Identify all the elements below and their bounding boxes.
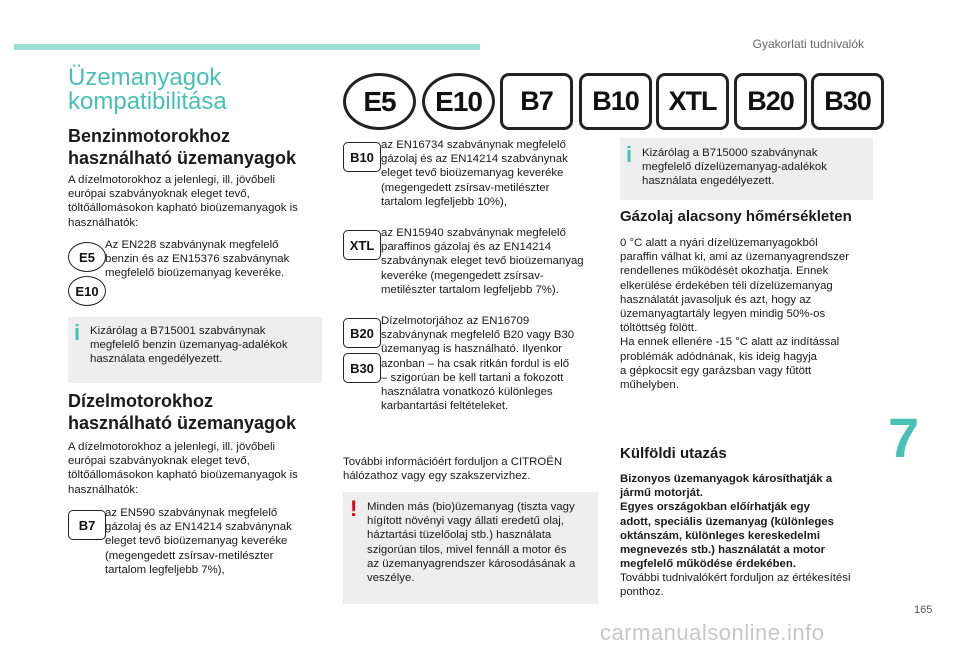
fuel-badge-e10-small: E10 (68, 276, 106, 306)
warning-icon: ! (350, 496, 358, 521)
chapter-number: 7 (888, 406, 920, 469)
xtl-text-line: az EN15940 szabványnak megfelelő (381, 227, 566, 239)
xtl-text-line: szabványnak eleget tevő bioüzemanyag (381, 255, 584, 268)
benzin-heading (68, 125, 296, 169)
info-text (343, 455, 593, 483)
fuel-badge-xtl-small: XTL (343, 230, 381, 260)
warning-text-line: veszélye. (367, 572, 415, 585)
abroad-bold-line: jármű motorját. (620, 487, 703, 500)
diesel-note-line: Kizárólag a B715000 szabványnak (642, 147, 818, 159)
abroad-bold-line: Bizonyos üzemanyagok károsíthatják a (620, 473, 833, 485)
fuel-badge-xtl: XTL (656, 73, 729, 130)
b7-text-line: eleget tevő bioüzemanyag keveréke (105, 535, 288, 548)
page-number: 165 (914, 604, 933, 616)
cold-heading: Gázolaj alacsony hőmérsékleten (620, 208, 852, 225)
fuel-badge-e5: E5 (343, 73, 416, 130)
header-bar (14, 44, 480, 50)
b7-text-line: az EN590 szabványnak megfelelő (105, 507, 278, 519)
cold-text-line: paraffin válhat ki, ami az üzemanyagrendszer (620, 251, 849, 264)
cold-text-line: rendellenes működését okozhatja. Ennek (620, 265, 829, 278)
benzin-heading-line1: Benzinmotorokhoz (68, 126, 230, 146)
b20-text-line: üzemanyag is használható. Ilyenkor (381, 343, 563, 356)
abroad-heading: Külföldi utazás (620, 445, 727, 462)
benzin-item-line: megfelelő bioüzemanyag keveréke. (105, 267, 285, 280)
b10-text-line: (megengedett zsírsav-metilészter (381, 181, 550, 194)
diesel-intro-line: töltőállomásokon kapható bioüzemanyagok is (68, 469, 298, 482)
cold-text-line: Ha ennek ellenére -15 °C alatt az indítással (620, 336, 840, 349)
b20-text-line: Dízelmotorjához az EN16709 (381, 315, 530, 327)
b7-text-line: gázolaj és az EN14214 szabványnak (105, 521, 292, 534)
xtl-text (381, 226, 601, 297)
benzin-intro-line: európai szabványoknak eleget tevő, (68, 188, 250, 201)
diesel-intro-line: A dízelmotorokhoz a jelenlegi, ill. jövőbeli (68, 441, 276, 453)
b20-text-line: szabványnak megfelelő B20 vagy B30 (381, 329, 575, 342)
diesel-heading-line1: Dízelmotorokhoz (68, 391, 214, 411)
warning-text-line: háztartási tüzelőolaj stb.) használata (367, 529, 552, 542)
diesel-note-text (642, 146, 868, 189)
info-text-line: További információért forduljon a CITROËN (343, 456, 563, 468)
warning-text-line: az üzemanyagrendszer károsodásának a (367, 557, 576, 570)
diesel-heading-line2: használható üzemanyagok (68, 413, 297, 433)
diesel-intro (68, 440, 328, 497)
benzin-intro-line: A dízelmotorokhoz a jelenlegi, ill. jövőbeli (68, 174, 276, 186)
benzin-note-line: használata engedélyezett. (90, 353, 223, 366)
benzin-intro-line: töltőállomásokon kapható bioüzemanyagok is (68, 202, 298, 215)
benzin-note-line: Kizárólag a B715001 szabványnak (90, 325, 266, 337)
fuel-badge-e5-small: E5 (68, 242, 106, 272)
abroad-text-line: További tudnivalókért forduljon az értékesítési (620, 572, 851, 584)
watermark: carmanualsonline.info (600, 620, 825, 645)
b20-text-line: – szigorúan be kell tartani a fokozott (381, 371, 564, 384)
benzin-item-text (105, 238, 325, 281)
abroad-bold-line: oktánszám, különleges kereskedelmi (620, 529, 821, 542)
cold-text-line: 0 °C alatt a nyári dízelüzemanyagokból (620, 237, 818, 249)
benzin-intro-line: használhatók: (68, 216, 139, 229)
cold-text-line: problémák adódnának, kis ideig hagyja (620, 350, 817, 363)
warning-text (367, 500, 595, 585)
info-icon: i (74, 320, 81, 345)
diesel-intro-line: európai szabványoknak eleget tevő, (68, 455, 250, 468)
fuel-badge-b20: B20 (734, 73, 807, 130)
b7-text (105, 506, 325, 577)
xtl-text-line: paraffinos gázolaj és az EN14214 (381, 241, 552, 254)
cold-text (620, 236, 880, 392)
fuel-badge-e10: E10 (422, 73, 495, 130)
benzin-item-line: benzin és az EN15376 szabványnak (105, 253, 290, 266)
b20-text-line: azonban – ha csak ritkán fordul is elő (381, 357, 570, 370)
b7-text-line: (megengedett zsírsav-metilészter (105, 549, 274, 562)
b10-text-line: az EN16734 szabványnak megfelelő (381, 139, 566, 151)
cold-text-line: töltöttség fölött. (620, 322, 698, 335)
abroad-bold-line: Egyes országokban előírhatják egy (620, 501, 810, 514)
warning-text-line: szigorúan tilos, mivel fennáll a motor és (367, 543, 567, 556)
benzin-item-line: Az EN228 szabványnak megfelelő (105, 239, 279, 251)
section-title: Gyakorlati tudnivalók (752, 37, 864, 51)
cold-text-line: a gépkocsit egy garázsban vagy fűtött (620, 364, 812, 377)
fuel-badge-b30-small: B30 (343, 353, 381, 383)
diesel-heading (68, 390, 296, 434)
xtl-text-line: keveréke (megengedett zsírsav- (381, 269, 544, 282)
xtl-text-line: metilészter tartalom legfeljebb 7%). (381, 283, 559, 296)
cold-text-line: használatát javasoljuk és azt, hogy az (620, 293, 812, 306)
info-icon: i (626, 142, 633, 167)
abroad-text-line: ponthoz. (620, 586, 664, 599)
cold-text-line: műhelyben. (620, 379, 679, 392)
fuel-badge-b7: B7 (500, 73, 573, 130)
fuel-badge-b10-small: B10 (343, 142, 381, 172)
benzin-note-line: megfelelő benzin üzemanyag-adalékok (90, 339, 288, 352)
diesel-note-line: megfelelő dízelüzemanyag-adalékok (642, 161, 827, 174)
fuel-badge-b30: B30 (811, 73, 884, 130)
b20-b30-text (381, 314, 601, 413)
benzin-note-text (90, 324, 318, 367)
b10-text-line: gázolaj és az EN14214 szabványnak (381, 153, 568, 166)
abroad-bold-line: megnevezés stb.) használatát a motor (620, 544, 826, 557)
b7-text-line: tartalom legfeljebb 7%), (105, 563, 225, 576)
abroad-text (620, 571, 880, 599)
b20-text-line: karbantartási feltételeket. (381, 400, 509, 413)
diesel-intro-line: használhatók: (68, 483, 139, 496)
fuel-badge-b20-small: B20 (343, 318, 381, 348)
page-title (68, 66, 227, 114)
page-title-line1: Üzemanyagok (68, 64, 222, 91)
diesel-note-line: használata engedélyezett. (642, 175, 775, 188)
benzin-intro (68, 173, 328, 230)
warning-text-line: Minden más (bio)üzemanyag (tiszta vagy (367, 501, 575, 513)
fuel-badge-b7-small: B7 (68, 510, 106, 540)
info-text-line: hálózathoz vagy egy szakszervizhez. (343, 470, 531, 483)
warning-text-line: hígított növényi vagy állati eredetű olaj, (367, 515, 564, 528)
benzin-heading-line2: használható üzemanyagok (68, 148, 297, 168)
b10-text-line: tartalom legfeljebb 10%), (381, 195, 507, 208)
cold-text-line: üzemanyagtartály legyen mindig 50%-os (620, 308, 826, 321)
fuel-badge-b10: B10 (579, 73, 652, 130)
cold-text-line: elkerülése érdekében téli dízelüzemanyag (620, 279, 833, 292)
abroad-bold-line: adott, speciális üzemanyag (különleges (620, 515, 834, 528)
b20-text-line: használatra vonatkozó különleges (381, 386, 553, 399)
b10-text-line: eleget tevő bioüzemanyag keveréke (381, 167, 564, 180)
page-title-line2: kompatibilitása (68, 88, 227, 115)
abroad-bold-line: megfelelő működése érdekében. (620, 558, 796, 571)
abroad-bold-text (620, 472, 880, 571)
b10-text (381, 138, 601, 209)
